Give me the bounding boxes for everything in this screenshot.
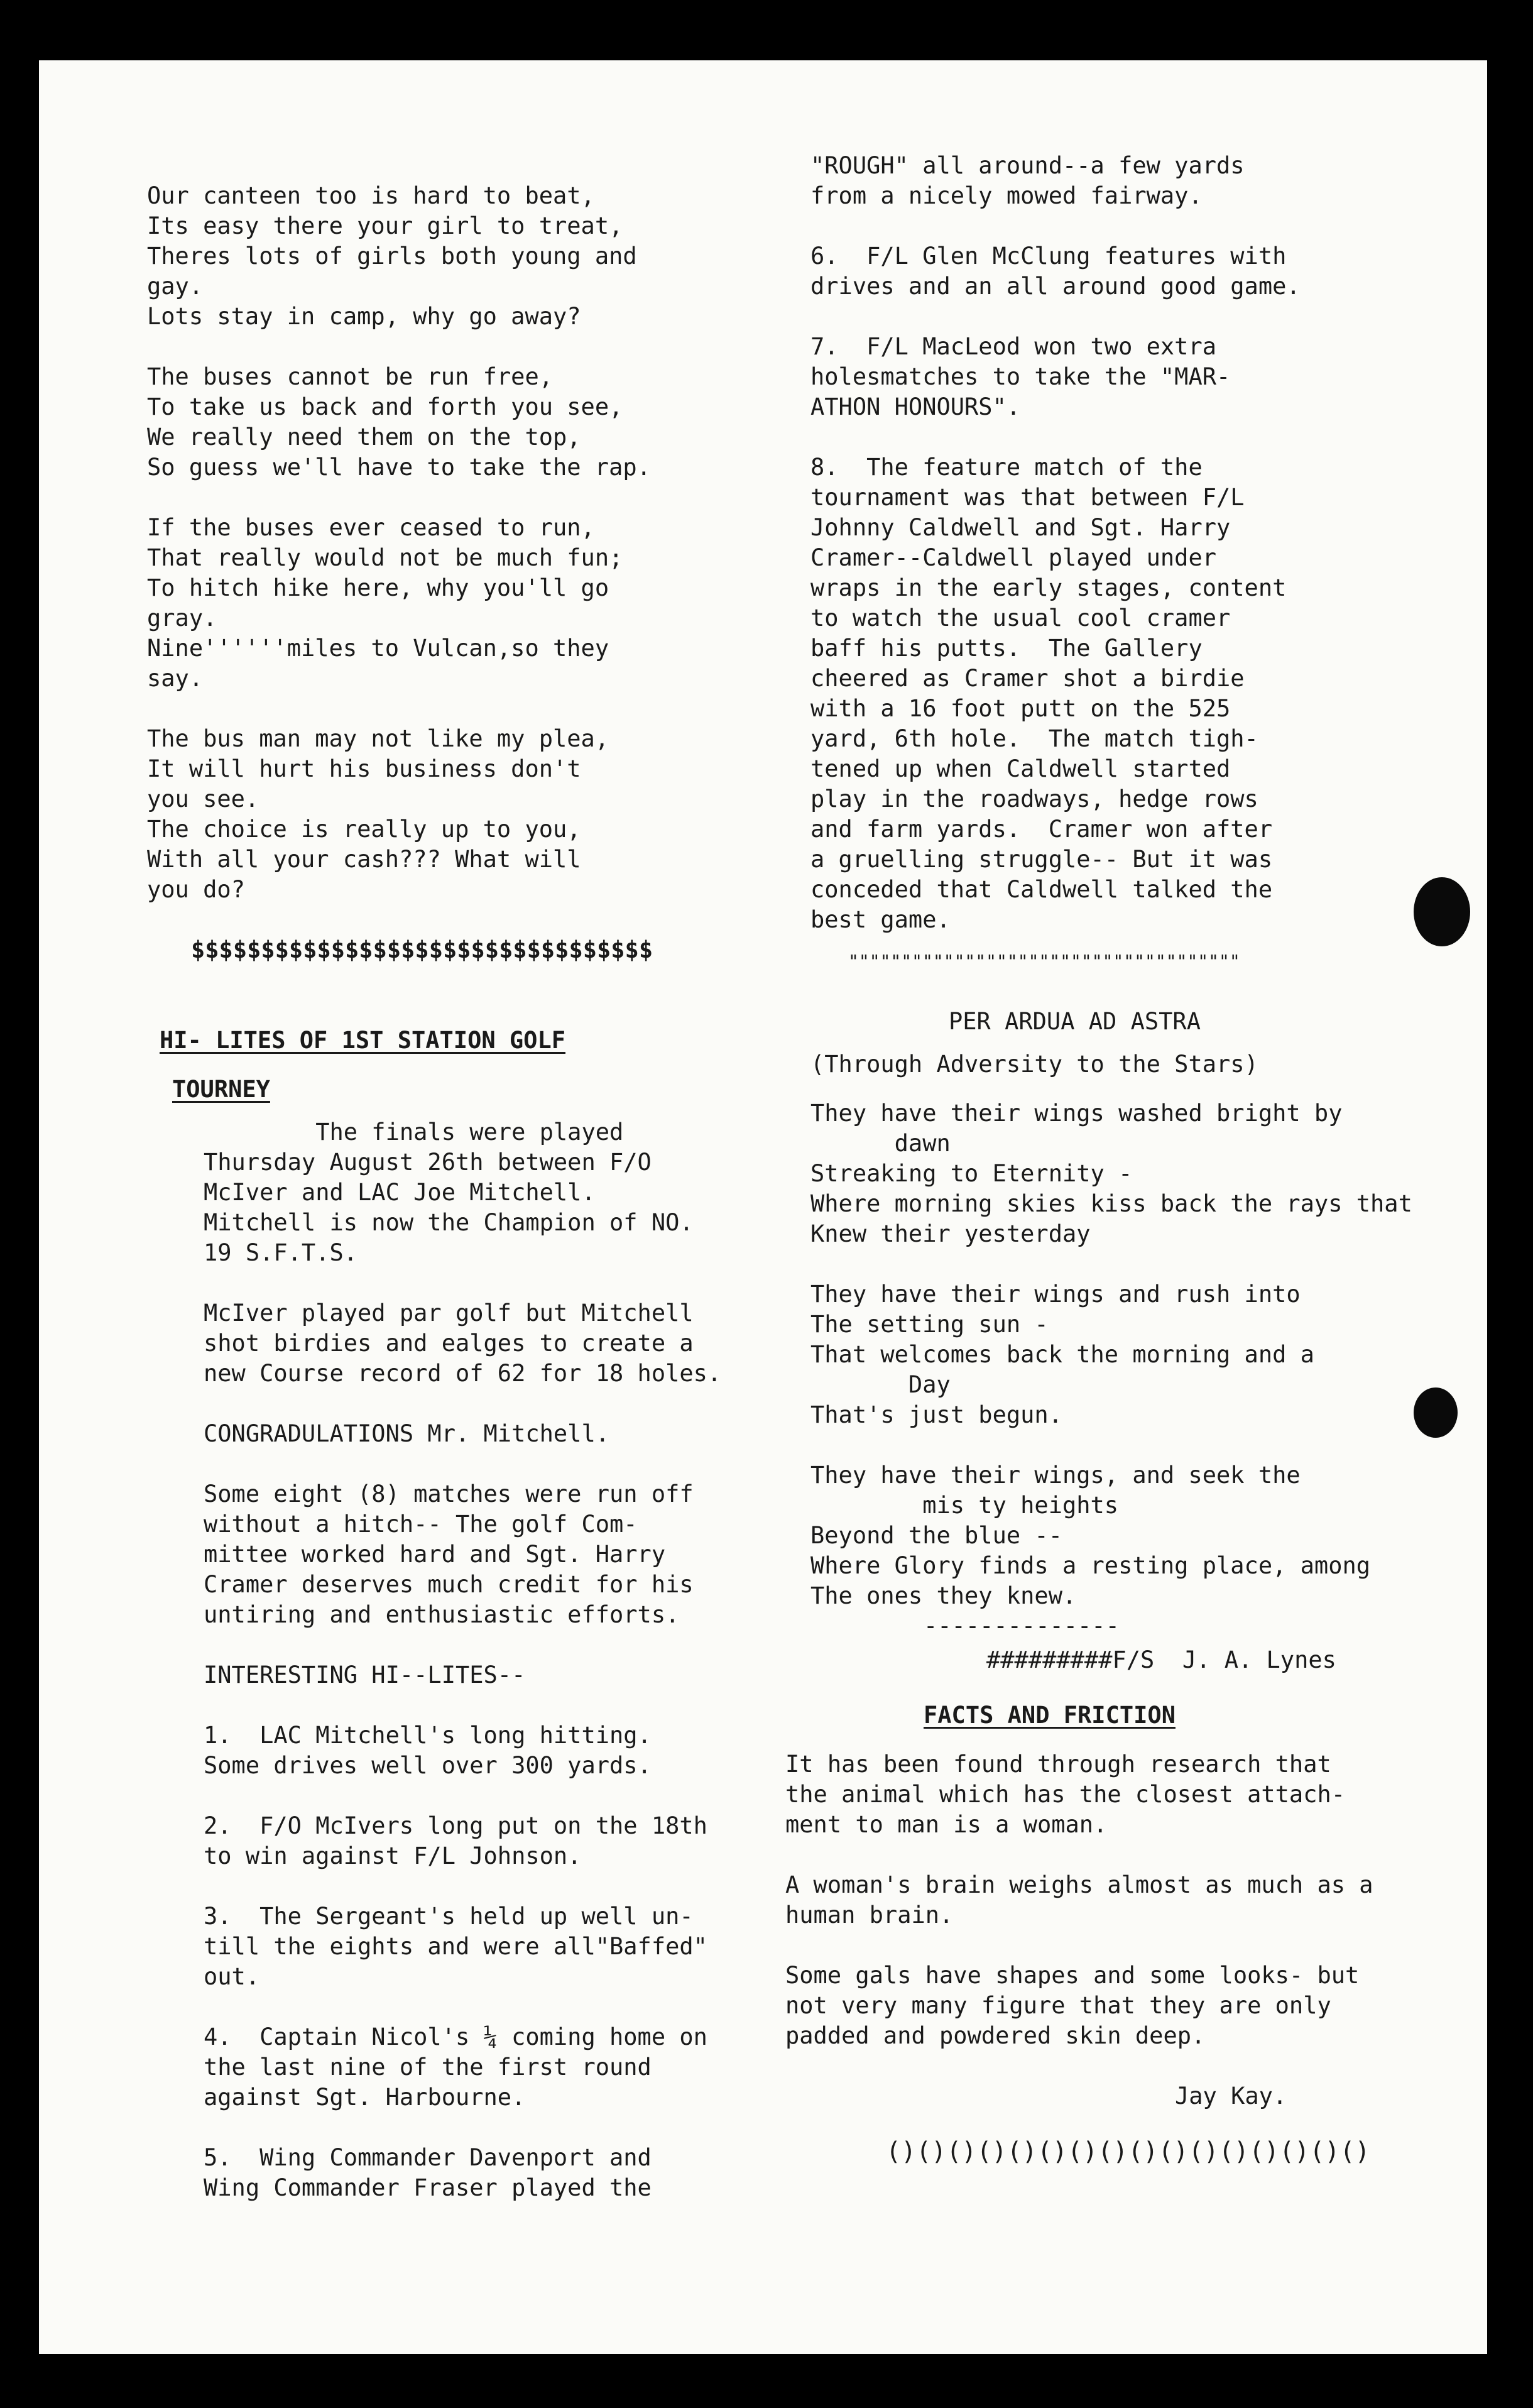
text-line: yard, 6th hole. The match tigh-: [810, 725, 1258, 752]
poem-line: So guess we'll have to take the rap.: [147, 454, 651, 481]
poem-line: Lots stay in camp, why go away?: [147, 303, 581, 330]
highlight-item: [147, 1721, 775, 1781]
paren-divider: ()()()()()()()()()()()()()()()(): [886, 2137, 1370, 2166]
text-line: 2. F/O McIvers long put on the 18th: [204, 1812, 707, 1839]
author-line: [785, 1645, 1476, 1675]
poem-line: dawn: [810, 1130, 951, 1157]
poem-line: Theres lots of girls both young and: [147, 243, 637, 270]
poem-line: If the buses ever ceased to run,: [147, 514, 595, 541]
text-line: 3. The Sergeant's held up well un-: [204, 1903, 694, 1930]
text-line: without a hitch-- The golf Com-: [204, 1511, 638, 1538]
punch-hole: [1414, 877, 1470, 946]
poem-line: They have their wings and rush into: [810, 1281, 1301, 1308]
golf-section-subtitle: TOURNEY: [172, 1076, 270, 1103]
newsletter-page: [39, 60, 1487, 2354]
poem-line: Knew their yesterday: [810, 1220, 1091, 1247]
signature: Jay Kay.: [1175, 2082, 1287, 2110]
poem-stanza: [147, 362, 775, 483]
highlight-item: [147, 2022, 775, 2113]
text-line: McIver played par golf but Mitchell: [204, 1300, 694, 1327]
poem-stanza: [147, 724, 775, 905]
text-line: Johnny Caldwell and Sgt. Harry: [810, 514, 1231, 541]
text-line: with a 16 foot putt on the 525: [810, 695, 1231, 722]
text-line: baff his putts. The Gallery: [810, 635, 1203, 662]
poem-line: The bus man may not like my plea,: [147, 725, 609, 752]
poem-title: PER ARDUA AD ASTRA: [949, 1008, 1201, 1035]
author-hash-mark: #########: [986, 1646, 1113, 1673]
facts-paragraph: [785, 1870, 1476, 1930]
text-line: Wing Commander Fraser played the: [204, 2174, 652, 2201]
text-line: tened up when Caldwell started: [810, 755, 1231, 782]
text-line: Some eight (8) matches were run off: [204, 1480, 694, 1508]
poem-line: The setting sun -: [810, 1311, 1049, 1338]
dash-divider: --------------: [924, 1612, 1120, 1639]
poem-line: you do?: [147, 876, 245, 903]
poem-line: gay.: [147, 273, 204, 300]
poem-author: F/S J. A. Lynes: [1112, 1646, 1336, 1673]
facts-paragraph: [785, 1961, 1476, 2051]
text-line: 8. The feature match of the: [810, 454, 1203, 481]
poem-line: With all your cash??? What will: [147, 846, 581, 873]
text-line: 5. Wing Commander Davenport and: [204, 2144, 652, 2171]
poem-line: mis ty heights: [810, 1492, 1119, 1519]
text-line: 6. F/L Glen McClung features with: [810, 243, 1287, 270]
text-line: Cramer--Caldwell played under: [810, 544, 1217, 571]
text-line: Some gals have shapes and some looks- but: [785, 1962, 1360, 1989]
text-line: tournament was that between F/L: [810, 484, 1245, 511]
text-line: drives and an all around good game.: [810, 273, 1301, 300]
poem-line: The buses cannot be run free,: [147, 363, 554, 390]
text-line: 1. LAC Mitchell's long hitting.: [204, 1722, 652, 1749]
highlight-item: [785, 452, 1476, 935]
text-line: to win against F/L Johnson.: [204, 1842, 582, 1869]
highlight-item: [785, 332, 1476, 422]
poem-line: Day: [810, 1371, 951, 1398]
poem-line: Beyond the blue --: [810, 1522, 1062, 1549]
bus-poem: [147, 181, 775, 905]
text-line: It has been found through research that: [785, 1751, 1331, 1778]
right-column: [785, 151, 1476, 2167]
text-line: wraps in the early stages, content: [810, 574, 1287, 601]
highlight-item: [147, 2143, 775, 2203]
highlight-item: [785, 241, 1476, 302]
poem-line: We really need them on the top,: [147, 424, 581, 451]
text-line: not very many figure that they are only: [785, 1992, 1331, 2019]
poem-stanza: [785, 1098, 1476, 1249]
text-line: new Course record of 62 for 18 holes.: [204, 1360, 722, 1387]
text-line: Mitchell is now the Champion of NO.: [204, 1209, 694, 1236]
poem-line: That welcomes back the morning and a: [810, 1341, 1314, 1368]
text-line: cheered as Cramer shot a birdie: [810, 665, 1245, 692]
poem-line: They have their wings washed bright by: [810, 1100, 1343, 1127]
poem-line: The choice is really up to you,: [147, 816, 581, 843]
text-line: against Sgt. Harbourne.: [204, 2084, 526, 2111]
text-line: A woman's brain weighs almost as much as a: [785, 1871, 1373, 1898]
text-line: and farm yards. Cramer won after: [810, 816, 1273, 843]
poem-stanza: [785, 1460, 1476, 1611]
golf-continued: [785, 151, 1476, 211]
poem-line: To take us back and forth you see,: [147, 393, 623, 420]
finals-paragraph: [147, 1117, 775, 1268]
dollar-divider: $$$$$$$$$$$$$$$$$$$$$$$$$$$$$$$$$: [191, 936, 653, 963]
poem-line: It will hurt his business don't: [147, 755, 581, 782]
text-line: The finals were played: [204, 1119, 624, 1146]
poem-stanza: [147, 513, 775, 694]
poem-stanza: [147, 181, 775, 332]
golf-section-title: HI- LITES OF 1ST STATION GOLF: [160, 1027, 566, 1054]
poem-subtitle: (Through Adversity to the Stars): [810, 1051, 1258, 1078]
poem-line: To hitch hike here, why you'll go: [147, 574, 609, 601]
text-line: padded and powdered skin deep.: [785, 2022, 1206, 2049]
text-line: 4. Captain Nicol's ¼ coming home on: [204, 2023, 707, 2050]
text-line: a gruelling struggle-- But it was: [810, 846, 1273, 873]
text-line: ment to man is a woman.: [785, 1811, 1108, 1838]
text-line: to watch the usual cool cramer: [810, 605, 1231, 632]
text-line: the animal which has the closest attach-: [785, 1781, 1346, 1808]
poem-line: Nine''''''miles to Vulcan,so they: [147, 635, 609, 662]
text-line: untiring and enthusiastic efforts.: [204, 1601, 680, 1628]
text-line: Cramer deserves much credit for his: [204, 1571, 694, 1598]
text-line: human brain.: [785, 1902, 954, 1929]
text-line: "ROUGH" all around--a few yards: [810, 152, 1245, 179]
highlight-item: [147, 1902, 775, 1992]
text-line: shot birdies and ealges to create a: [204, 1330, 694, 1357]
text-line: the last nine of the first round: [204, 2054, 652, 2081]
text-line: Some drives well over 300 yards.: [204, 1752, 652, 1779]
poem-line: Streaking to Eternity -: [810, 1160, 1133, 1187]
matches-paragraph: [147, 1479, 775, 1630]
punch-hole: [1414, 1387, 1458, 1438]
text-line: out.: [204, 1963, 260, 1990]
text-line: McIver and LAC Joe Mitchell.: [204, 1179, 596, 1206]
poem-line: Where Glory finds a resting place, among: [810, 1552, 1371, 1579]
text-line: from a nicely mowed fairway.: [810, 182, 1203, 209]
poem-line: The ones they knew.: [810, 1582, 1077, 1609]
mciver-paragraph: [147, 1298, 775, 1389]
text-line: Thursday August 26th between F/O: [204, 1149, 652, 1176]
facts-paragraph: [785, 1749, 1476, 1840]
text-line: play in the roadways, hedge rows: [810, 785, 1258, 813]
poem-line: gray.: [147, 605, 217, 632]
highlight-item: [147, 1811, 775, 1871]
text-line: ATHON HONOURS".: [810, 393, 1021, 420]
poem-line: Where morning skies kiss back the rays that: [810, 1190, 1412, 1217]
poem-line: Our canteen too is hard to beat,: [147, 182, 595, 209]
poem-line: They have their wings, and seek the: [810, 1462, 1301, 1489]
poem-line: say.: [147, 665, 204, 692]
text-line: conceded that Caldwell talked the: [810, 876, 1273, 903]
text-line: 7. F/L MacLeod won two extra: [810, 333, 1217, 360]
text-line: 19 S.F.T.S.: [204, 1239, 358, 1266]
interesting-highlights-heading: INTERESTING HI--LITES--: [204, 1661, 526, 1688]
left-column: [147, 181, 775, 2203]
text-line: holesmatches to take the "MAR-: [810, 363, 1231, 390]
quote-divider: """"""""""""""""""""""""""""""""""""": [848, 951, 1240, 971]
text-line: best game.: [810, 906, 951, 933]
text-line: mittee worked hard and Sgt. Harry: [204, 1541, 666, 1568]
text-line: till the eights and were all"Baffed": [204, 1933, 707, 1960]
facts-title: FACTS AND FRICTION: [924, 1702, 1176, 1729]
congratulations-line: CONGRADULATIONS Mr. Mitchell.: [204, 1420, 610, 1447]
poem-line: That really would not be much fun;: [147, 544, 623, 571]
poem-stanza: [785, 1279, 1476, 1430]
poem-line: That's just begun.: [810, 1401, 1062, 1428]
poem-line: you see.: [147, 785, 259, 813]
poem-line: Its easy there your girl to treat,: [147, 212, 623, 239]
